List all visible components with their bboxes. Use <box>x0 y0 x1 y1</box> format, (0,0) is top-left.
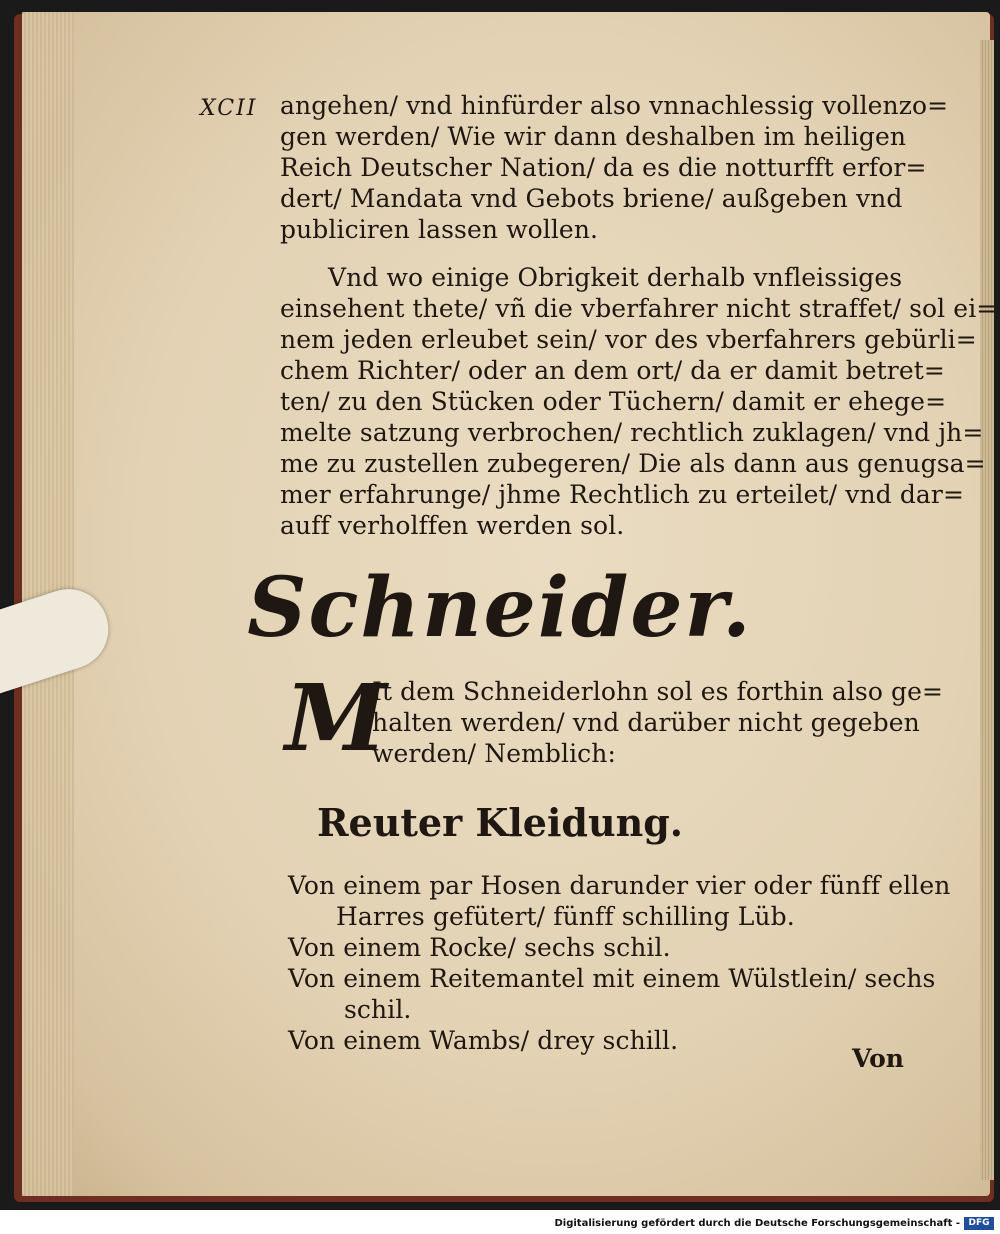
text-line: einsehent thete/ vñ die vberfahrer nicht straffet/ sol ei= <box>280 294 998 323</box>
text-line: It dem Schneiderlohn sol es forthin also ge= <box>372 677 944 706</box>
catchword: Von <box>852 1044 904 1073</box>
text-line: Vnd wo einige Obrigkeit derhalb vnfleissiges <box>328 263 903 292</box>
text-line: mer erfahrunge/ jhme Rechtlich zu erteilet/ vnd dar= <box>280 480 965 509</box>
text-block-2 <box>280 262 997 541</box>
list-item: Von einem par Hosen darunder vier oder fünff ellen <box>288 871 951 900</box>
text-line: publiciren lassen wollen. <box>280 215 599 244</box>
text-line: Reich Deutscher Nation/ da es die notturfft erfor= <box>280 153 927 182</box>
text-line: gen werden/ Wie wir dann deshalben im heiligen <box>280 122 907 151</box>
funding-credit: Digitalisierung gefördert durch die Deutsche Forschungsgemeinschaft - <box>554 1218 960 1229</box>
decorated-initial: M <box>285 664 387 772</box>
list-item: Harres gefütert/ fünff schilling Lüb. <box>336 902 795 931</box>
text-line: werden/ Nemblich: <box>372 739 617 768</box>
folio-number: XCII <box>200 96 258 121</box>
text-line: halten werden/ vnd darüber nicht gegeben <box>372 708 920 737</box>
list-item: schil. <box>344 995 412 1024</box>
text-line: angehen/ vnd hinfürder also vnnachlessig vollenzo= <box>280 91 949 120</box>
list-item: Von einem Rocke/ sechs schil. <box>288 933 671 962</box>
text-line: melte satzung verbrochen/ rechtlich zuklagen/ vnd jh= <box>280 418 984 447</box>
text-line: nem jeden erleubet sein/ vor des vberfahrers gebürli= <box>280 325 977 354</box>
section-heading: Schneider. <box>247 560 753 656</box>
text-line: auff verholffen werden sol. <box>280 511 625 540</box>
dfg-logo-icon: DFG <box>964 1217 994 1230</box>
price-list <box>288 870 950 1056</box>
text-line: chem Richter/ oder an dem ort/ da er damit betret= <box>280 356 945 385</box>
text-line: ten/ zu den Stücken oder Tüchern/ damit er ehege= <box>280 387 947 416</box>
text-block-1 <box>280 90 948 245</box>
text-line: dert/ Mandata vnd Gebots briene/ außgeben vnd <box>280 184 903 213</box>
footer-bar <box>0 1214 1000 1234</box>
text-block-3 <box>372 676 943 769</box>
sub-heading: Reuter Kleidung. <box>316 800 684 845</box>
list-item: Von einem Reitemantel mit einem Wülstlein/ sechs <box>288 964 936 993</box>
list-item: Von einem Wambs/ drey schill. <box>288 1026 679 1055</box>
text-line: me zu zustellen zubegeren/ Die als dann aus genugsa= <box>280 449 986 478</box>
